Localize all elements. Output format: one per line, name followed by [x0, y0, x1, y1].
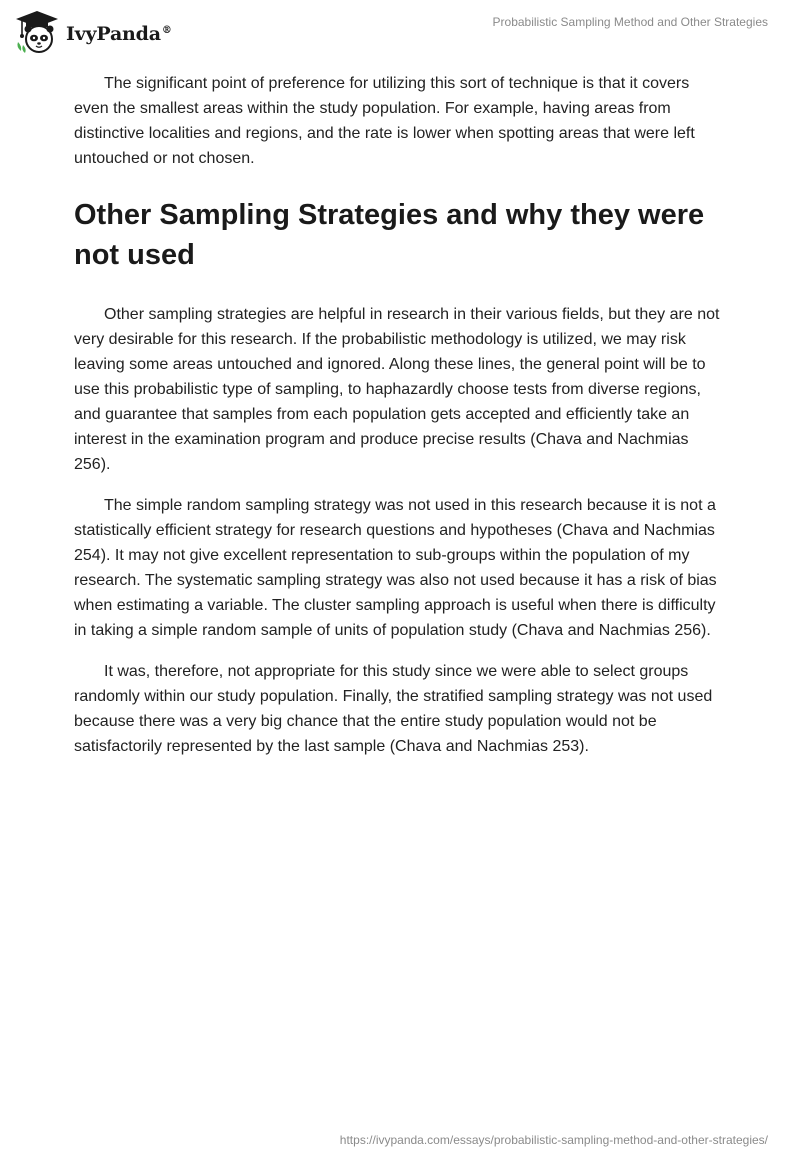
- brand-name: [66, 23, 172, 45]
- paragraph-1: Other sampling strategies are helpful in research in their various fields, but they are not very desirable for this research. If the probabilistic methodology is utilized, we may risk leaving some areas untouched and ignored. Along these lines, the general point will be to use this probabilistic type of sampling, to haphazardly choose tests from diverse regions, and guarantee that samples from each population gets accepted and efficiently take an interest in the examination program and produce precise results (Chava and Nachmias 256).: [74, 306, 720, 473]
- running-title: Probabilistic Sampling Method and Other Strategies: [492, 15, 768, 29]
- intro-paragraph: The significant point of preference for utilizing this sort of technique is that it covers even the smallest areas within the study population. For example, having areas from distinctive localities and regions, and the rate is lower when spotting areas that were left untouched or not chosen.: [74, 75, 695, 167]
- paragraph-2: The simple random sampling strategy was not used in this research because it is not a statistically efficient strategy for research questions and hypotheses (Chava and Nachmias 254). It may not give excellent representation to sub-groups within the population of my research. The systematic sampling strategy was also not used because it has a risk of bias when estimating a variable. The cluster sampling approach is useful when there is difficulty in taking a simple random sample of units of population study (Chava and Nachmias 256).: [74, 497, 717, 639]
- brand-text: IvyPanda: [66, 23, 161, 45]
- page-header: [0, 0, 800, 60]
- panda-graduate-icon: [14, 9, 60, 55]
- paragraph-3: It was, therefore, not appropriate for this study since we were able to select groups randomly within our study population. Finally, the stratified sampling strategy was not used because there was a very big chance that the entire study population would not be satisfactorily represented by the last sample (Chava and Nachmias 253).: [74, 663, 713, 755]
- section-heading: Other Sampling Strategies and why they were not used: [74, 199, 705, 271]
- registered-mark: ®: [161, 24, 172, 36]
- essay-content: [74, 71, 726, 775]
- source-url[interactable]: https://ivypanda.com/essays/probabilistic-sampling-method-and-other-strategies/: [339, 1133, 768, 1147]
- brand-logo[interactable]: [14, 9, 172, 55]
